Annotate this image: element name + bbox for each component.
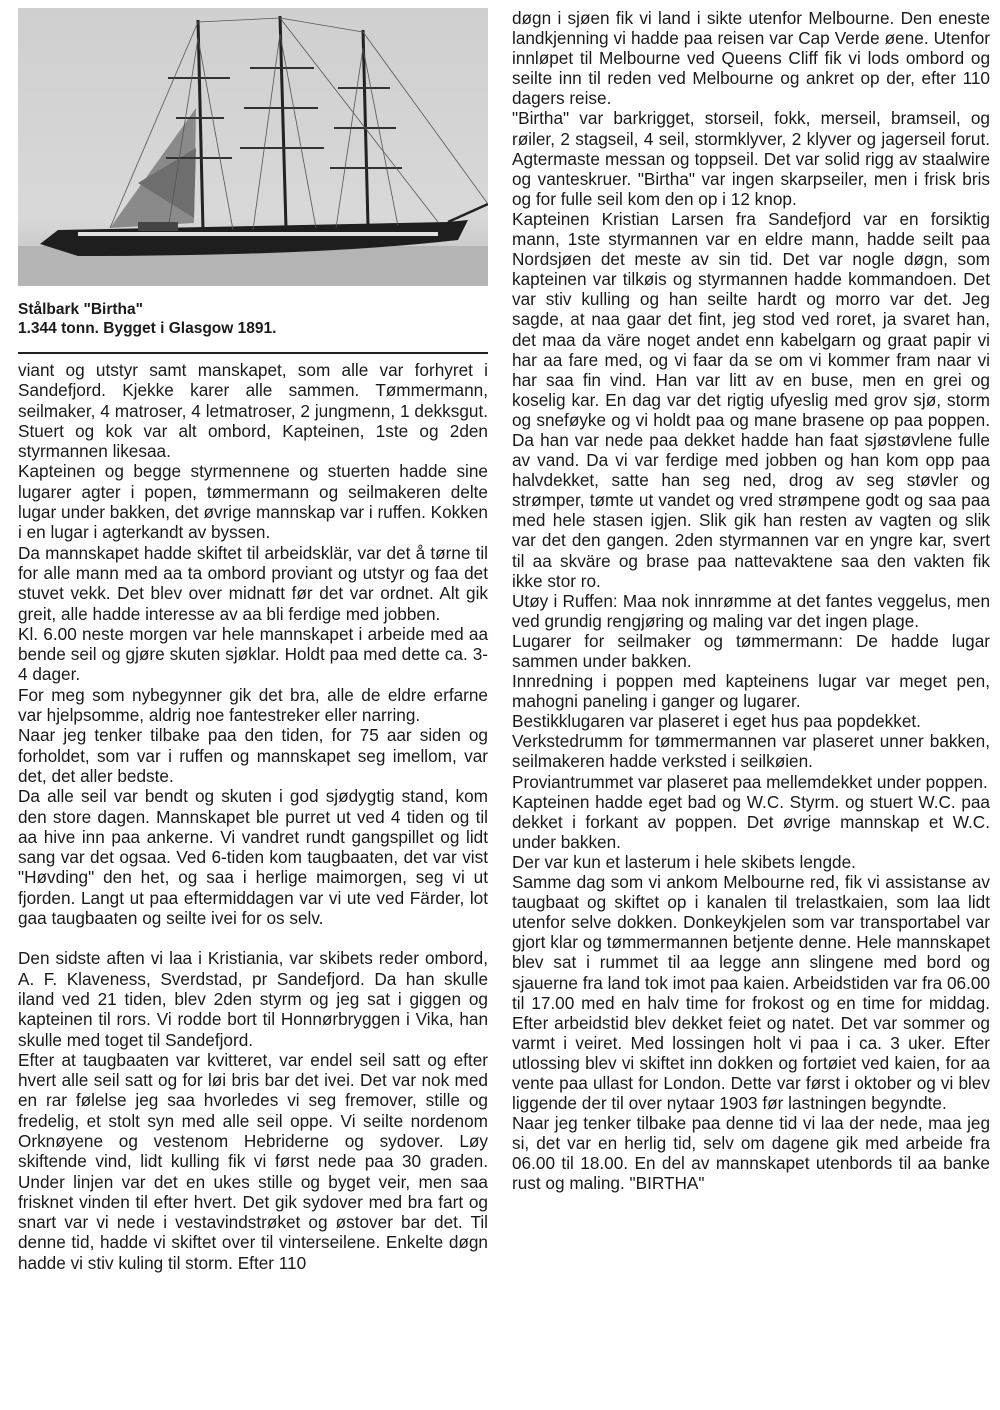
right-paragraph: Innredning i poppen med kapteinens lugar var meget pen, mahogni paneling i ganger og lugarer.	[512, 671, 990, 712]
left-paragraph: Kl. 6.00 neste morgen var hele mannskapet i arbeide med aa bende seil og gjøre skuten sjøklar. Holdt paa med dette ca. 3-4 dager.	[18, 623, 488, 685]
left-paragraph: Da mannskapet hadde skiftet til arbeidsklär, var det å tørne til for alle mann med aa ta ombord proviant og utstyr og faa det stuvet vekk. Det blev over midnatt før det var ordnet. Alt gik greit, alle hadde interesse av aa bli ferdige med jobben.	[18, 542, 488, 624]
photo-caption	[18, 300, 488, 338]
right-paragraph: Kapteinen Kristian Larsen fra Sandefjord var en forsiktig mann, 1ste styrmannen var en eldre mann, hadde seilt paa Nordsjøen det meste av sin tid. Det var nogle døgn, som kapteinen var tilkøis og styrmannen hadde kommandoen. Det var stiv kulling og han seilte hardt og morro var det. Jeg sagde, at naa gaar det fint, jeg stod ved roret, ja svaret han, det maa da väre noget andet enn kabelgarn og graat papir vi har aa fare med, og vi faar da se om vi kommer fram naar vi har saa fin vind. Han var litt av en buse, men en grei og koselig kar. En dag var det rigtig ufyeslig med grov sjø, storm og sneføyke og vi holdt paa og mane brasene op paa poppen. Da han var nede paa dekket hadde han faat sjøstøvlene fulle av vand. Da vi var ferdige med jobben og han kom opp paa halvdekket, satte han seg ned, drog av seg støvler og strømper, tømte ut vandet og vred strømpene godt og saa paa med hele stasen igjen. Slik gik han resten av vagten og slik var det den gangen. 2den styrmannen var en yngre kar, svert til aa skväre og brase paa nattevaktene saa den vakten fik ikke stor ro.	[512, 208, 990, 591]
left-paragraph: For meg som nybegynner gik det bra, alle de eldre erfarne var hjelpsomme, aldrig noe fantestreker eller narring.	[18, 684, 488, 726]
right-paragraph: Der var kun et lasterum i hele skibets lengde.	[512, 851, 856, 872]
ship-photo	[18, 8, 488, 286]
right-column	[512, 8, 990, 1194]
left-paragraph: Da alle seil var bendt og skuten i god sjødygtig stand, kom den store dagen. Mannskapet ble purret ut ved 4 tiden og til aa hive inn paa ankerne. Vi vandret rundt gangspillet og lidt sang var det ogsaa. Ved 6-tiden kom taugbaaten, det var vist "Høvding" den het, og saa i herlige maimorgen, seg vi ut fjorden. Langt ut paa eftermiddagen var vi ute ved Färder, lot gaa taugbaaten og seilte ivei for os selv.	[18, 786, 488, 929]
divider-rule	[18, 352, 488, 354]
left-paragraph: viant og utstyr samt manskapet, som alle var forhyret i Sandefjord. Kjekke karer alle sammen. Tømmermann, seilmaker, 4 matroser, 4 letmatroser, 2 jungmenn, 1 dekksgut. Stuert og kok var alt ombord, Kapteinen, 1ste og 2den styrmannen likesaa.	[18, 360, 488, 462]
left-paragraph: Kapteinen og begge styrmennene og stuerten hadde sine lugarer agter i popen, tømmermann og seilmakeren delte lugar under bakken, det øvrige mannskap var i ruffen. Kokken i en lugar i agterkandt av byssen.	[18, 461, 488, 543]
right-paragraph: døgn i sjøen fik vi land i sikte utenfor Melbourne. Den eneste landkjenning vi hadde paa reisen var Cap Verde øene. Utenfor innløpet til Melbourne ved Queens Cliff fik vi lods ombord og seilte inn til reden ved Melbourne og ankret op der, efter 110 dagers reise.	[512, 8, 990, 109]
right-paragraph: Verkstedrumm for tømmermannen var plaseret unner bakken, seilmakeren hadde verksted i seilkøien.	[512, 731, 990, 772]
right-paragraph: "Birtha" var barkrigget, storseil, fokk, merseil, bramseil, og røiler, 2 stagseil, 4 seil, stormklyver, 2 klyver og jagerseil forut. Agtermaste messan og toppseil. Det var solid rigg av staalwire og vanteskruer. "Birtha" var ingen skarpseiler, men i frisk bris og for fulle seil kom den op i 12 knop.	[512, 108, 990, 209]
left-paragraph: Efter at taugbaaten var kvitteret, var endel seil satt og efter hvert alle seil satt og for løi bris bar det ivei. Det var nok med en rar følelse jeg saa hvorledes vi seg fremover, stille og fredelig, et stolt syn med alle seil oppe. Vi seilte nordenom Orknøyene og vestenom Hebriderne og sydover. Løy skiftende vind, lidt kulling fik vi først nede paa 30 graden. Under linjen var det en ukes stille og byget veir, men saa frisknet vinden til efter hvert. Det gik sydover med bra fart og snart var vi nede i vestavindstrøket og østover bar det. Til denne tid, hadde vi skiftet over til vinterseilene. Enkelte døgn hadde vi stiv kuling til storm. Efter 110	[18, 1049, 488, 1273]
right-paragraph: Utøy i Ruffen: Maa nok innrømme at det fantes veggelus, men ved grundig rengjøring og maling var det ingen plage.	[512, 590, 990, 631]
right-paragraph: Proviantrummet var plaseret paa mellemdekket under poppen.	[512, 771, 988, 792]
right-paragraph: Naar jeg tenker tilbake paa denne tid vi laa der nede, maa jeg si, det var en herlig tid, selv om dagene gik med arbeide fra 06.00 til 18.00. En del av mannskapet utenbords til aa banke rust og maling. "BIRTHA"	[512, 1113, 990, 1194]
right-paragraph: Kapteinen hadde eget bad og W.C. Styrm. og stuert W.C. paa dekket i forkant av poppen. Det øvrige mannskap et W.C. under bakken.	[512, 791, 990, 852]
left-paragraph: Den sidste aften vi laa i Kristiania, var skibets reder ombord, A. F. Klaveness, Sverdstad, pr Sandefjord. Da han skulle iland ved 21 tiden, blev 2den styrm og jeg sat i giggen og kapteinen til rors. Vi rodde bort til Honnørbryggen i Vika, han skulle med toget til Sandefjord.	[18, 948, 488, 1050]
left-paragraph: Naar jeg tenker tilbake paa den tiden, for 75 aar siden og forholdet, som var i ruffen og mannskapet seg imellom, var det, det aller bedste.	[18, 725, 488, 786]
right-paragraph: Samme dag som vi ankom Melbourne red, fik vi assistanse av taugbaat og skiftet op i kanalen til trelastkaien, som laa lidt utenfor selve dokken. Donkeykjelen som var transportabel var gjort klar og tømmermannen betjente denne. Hele mannskapet blev sat i rummet til aa legge ann slingene med bord og sjauerne fra land tok imot paa kaien. Arbeidstiden var fra 06.00 til 17.00 med en halv time for frokost og en time for middag. Efter arbeidstid blev dekket feiet og natet. Det var sommer og varmt i veiret. Med lossingen holt vi paa i ca. 3 uker. Efter utlossing blev vi skiftet inn dokken og fortøiet ved kaien, for aa vente paa ullast for London. Dette var først i oktober og vi blev liggende der til over nytaar 1903 før lastningen begyndte.	[512, 872, 990, 1114]
paragraph-gap	[18, 928, 488, 948]
right-paragraph: Bestikklugaren var plaseret i eget hus paa popdekket.	[512, 711, 921, 732]
caption-line-1: Stålbark "Birtha"	[18, 301, 143, 318]
barque-illustration	[18, 8, 488, 286]
caption-line-2: 1.344 tonn. Bygget i Glasgow 1891.	[18, 320, 277, 337]
right-paragraph: Lugarer for seilmaker og tømmermann: De hadde lugar sammen under bakken.	[512, 630, 990, 671]
left-column	[18, 8, 488, 1273]
